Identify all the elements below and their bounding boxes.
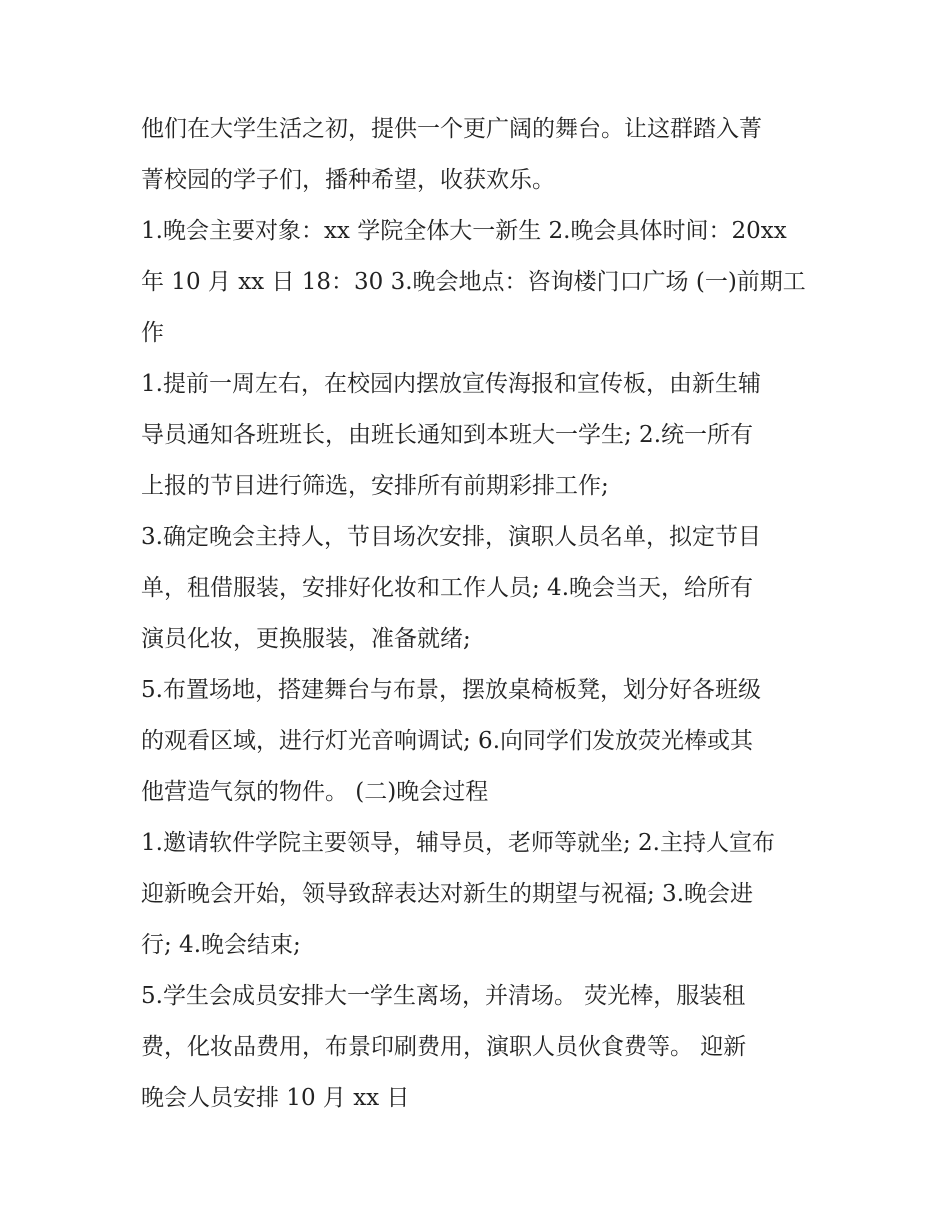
text-line: 5.学生会成员安排大一学生离场，并清场。 荧光棒，服装租 bbox=[141, 983, 746, 1009]
text-line: 3.确定晚会主持人，节目场次安排，演职人员名单，拟定节目 bbox=[141, 524, 761, 550]
text-line: 的观看区域，进行灯光音响调试; 6.向同学们发放荧光棒或其 bbox=[141, 728, 754, 754]
text-line: 5.布置场地，搭建舞台与布景，摆放桌椅板凳，划分好各班级 bbox=[141, 677, 761, 703]
text-line: 菁校园的学子们，播种希望，收获欢乐。 bbox=[141, 167, 555, 193]
text-line: 导员通知各班班长，由班长通知到本班大一学生; 2.统一所有 bbox=[141, 422, 754, 448]
text-line: 行; 4.晚会结束; bbox=[141, 932, 301, 958]
text-line: 1.晚会主要对象：xx 学院全体大一新生 2.晚会具体时间：20xx bbox=[141, 218, 787, 244]
text-line: 晚会人员安排 10 月 xx 日 bbox=[141, 1085, 410, 1111]
text-line: 他们在大学生活之初，提供一个更广阔的舞台。让这群踏入菁 bbox=[141, 116, 762, 142]
text-line: 作 bbox=[141, 320, 164, 346]
text-line: 单，租借服装，安排好化妆和工作人员; 4.晚会当天，给所有 bbox=[141, 575, 754, 601]
text-line: 上报的节目进行筛选，安排所有前期彩排工作; bbox=[141, 473, 609, 499]
text-line: 演员化妆，更换服装，准备就绪; bbox=[141, 626, 471, 652]
text-line: 费，化妆品费用，布景印刷费用，演职人员伙食费等。 迎新 bbox=[141, 1034, 747, 1060]
text-line: 1.邀请软件学院主要领导，辅导员，老师等就坐; 2.主持人宣布 bbox=[141, 830, 775, 856]
text-line: 迎新晚会开始，领导致辞表达对新生的期望与祝福; 3.晚会进 bbox=[141, 881, 754, 907]
document-body bbox=[141, 104, 813, 1124]
text-line: 1.提前一周左右，在校园内摆放宣传海报和宣传板，由新生辅 bbox=[141, 371, 761, 397]
text-line: 年 10 月 xx 日 18：30 3.晚会地点：咨询楼门口广场 (一)前期工 bbox=[141, 269, 806, 295]
text-line: 他营造气氛的物件。 (二)晚会过程 bbox=[141, 779, 489, 805]
